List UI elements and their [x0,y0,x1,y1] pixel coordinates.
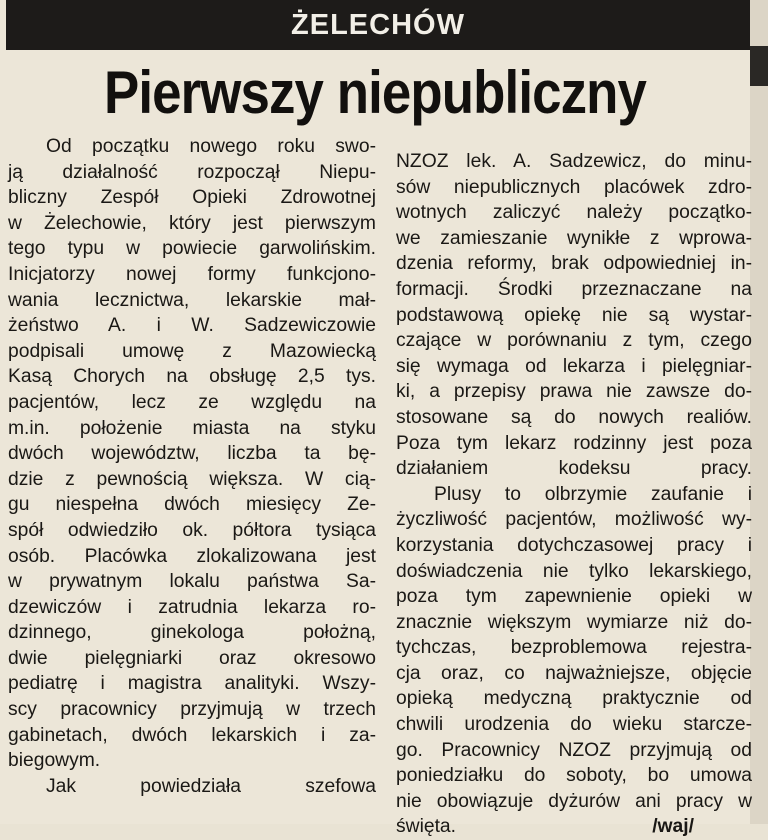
text-line: dzinnego, ginekologa położną, [8,622,376,644]
text-line: działaniem kodeksu pracy. [396,458,752,480]
text-line: Poza tym lekarz rodzinny jest poza [396,432,752,454]
text-line: go. Pracownicy NZOZ przyjmują od [396,739,752,761]
text-line: wania lecznictwa, lekarskie mał- [8,289,376,311]
text-line: w Żelechowie, który jest pierwszym [8,212,376,234]
text-line: NZOZ lek. A. Sadzewicz, do minu- [396,151,752,172]
text-line: korzystania dotychczasowej pracy i [396,534,752,556]
text-line: tego typu w powiecie garwolińskim. [8,238,376,260]
text-line: chwili urodzenia do wieku starcze- [396,714,752,736]
article-headline: Pierwszy niepubliczny [104,59,646,126]
text-line: dwie pielęgniarki oraz okresowo [8,647,376,669]
paragraph-2-cont [396,149,752,482]
text-line: ją działalność rozpoczął Niepu- [8,161,376,183]
text-line: stosowane są do nowych realiów. [396,406,752,428]
text-line: spół odwiedziło ok. półtora tysiąca [8,519,376,541]
text-line: formacji. Środki przeznaczane na [396,278,752,300]
text-line: pacjentów, lecz ze względu na [8,391,376,413]
text-line: Jak powiedziała szefowa [46,775,376,797]
text-line: biegowym. [8,750,101,772]
text-line: gu niespełna dwóch miesięcy Ze- [8,494,376,516]
text-line: scy pracownicy przyjmują w trzech [8,699,376,721]
article-column-right [396,149,752,840]
closing-line [396,814,752,840]
text-line: Plusy to olbrzymie zaufanie i [434,483,752,505]
text-line: Od początku nowego roku swo- [46,136,376,157]
adjacent-page-edge [750,0,768,824]
text-line: dwóch województw, liczba ta bę- [8,443,376,465]
text-line: dzie z pewnością większa. W cią- [8,468,376,490]
text-line: dzenia reformy, brak odpowiedniej in- [396,253,752,275]
section-label: ŻELECHÓW [291,8,465,41]
text-line: święta. [396,816,457,838]
text-line: czające w porównaniu z tym, czego [396,330,752,352]
paragraph-2-start [8,774,376,800]
section-header-bar [6,0,750,50]
adjacent-page-bar [750,46,768,86]
paragraph-3 [396,482,752,840]
author-signature: /waj/ [652,816,694,838]
paragraph-1 [8,134,376,774]
text-line: gabinetach, dwóch lekarskich i za- [8,724,376,746]
text-line: cja oraz, co najważniejsze, objęcie [396,662,752,684]
text-line: wotnych zaliczyć należy początko- [396,202,752,224]
text-line: się wymaga od lekarza i pielęgniar- [396,355,752,377]
text-line: ki, a przepisy prawa nie zawsze do- [396,381,752,403]
text-line: znacznie większym wymiarze niż do- [396,611,752,633]
text-line: Inicjatorzy nowej formy funkcjono- [8,263,376,285]
text-line: w prywatnym lokalu państwa Sa- [8,571,376,593]
text-line: pediatrę i magistra analityki. Wszy- [8,673,376,695]
text-line: podstawową opiekę nie są wystar- [396,304,752,326]
text-line: doświadczenia nie tylko lekarskiego, [396,560,752,582]
text-line: życzliwość pacjentów, możliwość wy- [396,509,752,531]
article-column-left [8,134,376,799]
text-line: osób. Placówka zlokalizowana jest [8,545,376,567]
text-line: opieką medyczną praktycznie od [396,688,752,710]
text-line: nie obowiązuje dyżurów ani pracy w [396,790,752,812]
text-line: podpisali umowę z Mazowiecką [8,340,376,362]
text-line: dzewiczów i zatrudnia lekarza ro- [8,596,376,618]
text-line: tychczas, bezproblemowa rejestra- [396,637,752,659]
text-line: żeństwo A. i W. Sadzewiczowie [8,315,376,337]
text-line: m.in. położenie miasta na styku [8,417,376,439]
text-line: poniedziałku do soboty, bo umowa [396,765,752,787]
text-line: bliczny Zespół Opieki Zdrowotnej [8,187,376,209]
text-line: sów niepublicznych placówek zdro- [396,176,752,198]
text-line: poza tym zapewnienie opieki w [396,586,752,608]
text-line: Kasą Chorych na obsługę 2,5 tys. [8,366,376,388]
text-line: we zamieszanie wynikłe z wprowa- [396,227,752,249]
